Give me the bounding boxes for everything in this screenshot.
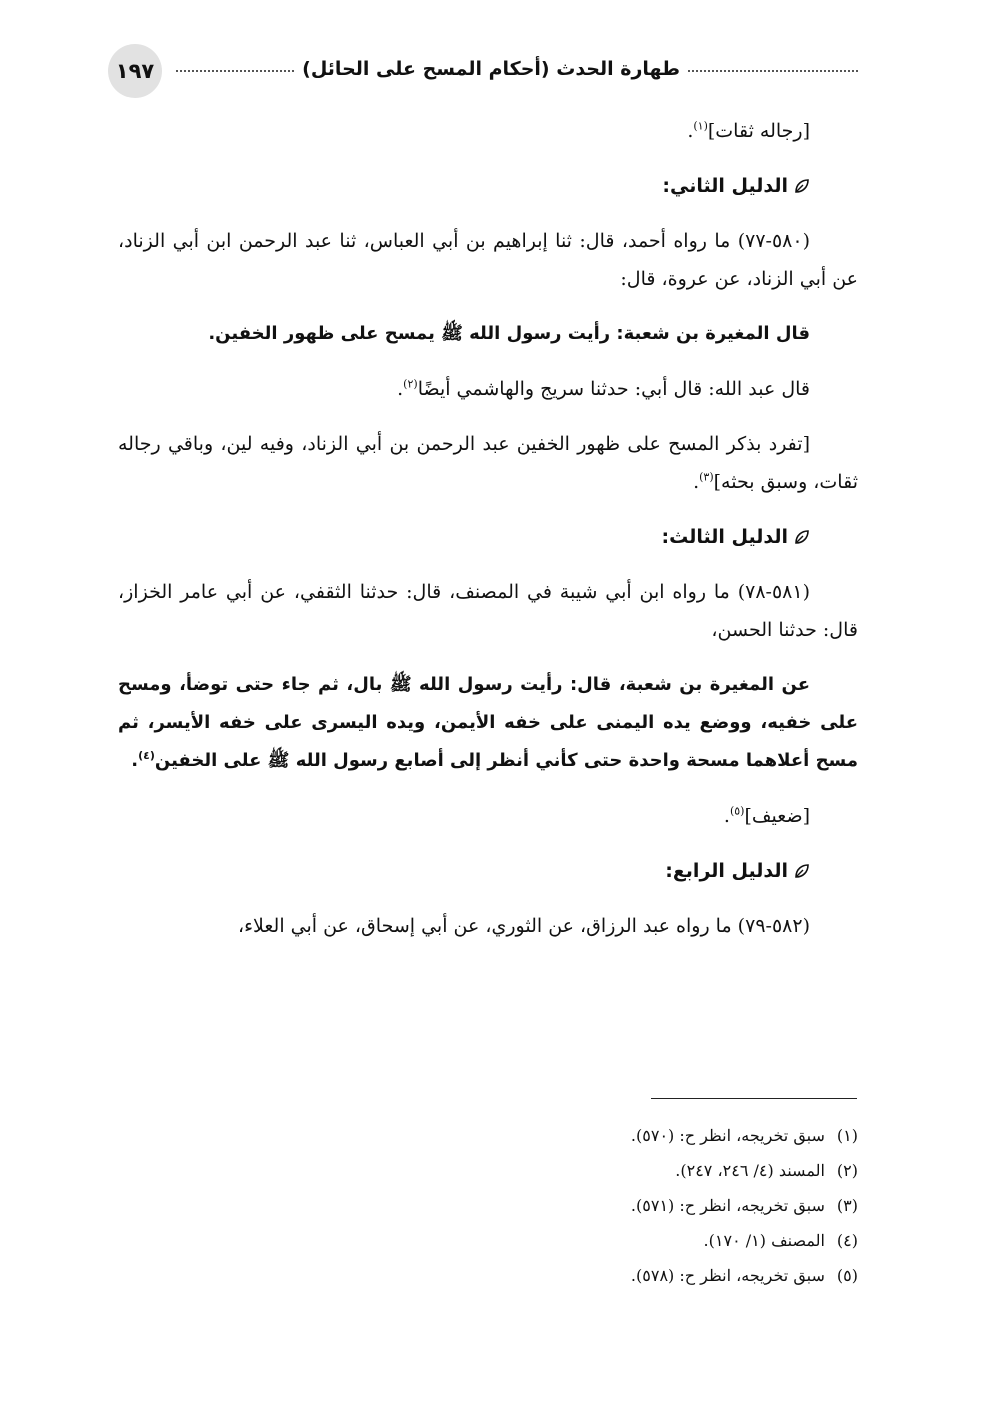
footnote-item: (١)سبق تخريجه، انظر ح: (٥٧٠). [630, 1126, 858, 1145]
footnote-item: (٣)سبق تخريجه، انظر ح: (٥٧١). [630, 1196, 858, 1215]
leaf-ornament-icon [794, 178, 810, 194]
footnotes [400, 1118, 858, 1293]
paragraph: (٥٨١-٧٨) ما رواه ابن أبي شيبة في المصنف، قال: حدثنا الثقفي، عن أبي عامر الخزاز، قال: حدثنا الحسن، [118, 581, 858, 641]
paragraph: (٥٨٢-٧٩) ما رواه عبد الرزاق، عن الثوري، عن أبي إسحاق، عن أبي العلاء، [237, 915, 810, 937]
section-heading: الدليل الثالث: [118, 518, 858, 556]
paragraph: [تفرد بذكر المسح على ظهور الخفين عبد الرحمن بن أبي الزناد، وفيه لين، وباقي رجاله ثقات، وسبق بحثه]$^{(٣)}$. [118, 433, 858, 493]
paragraph: [رجاله ثقات]$^{(١)}$. [687, 119, 810, 142]
page-body [118, 112, 858, 962]
page-header [108, 44, 858, 98]
footnote-item: (٥)سبق تخريجه، انظر ح: (٥٧٨). [630, 1266, 858, 1285]
footnote-ref: (٣) [699, 470, 714, 484]
running-title: طهارة الحدث (أحكام المسح على الحائل) [294, 58, 688, 80]
footnote-item: (٢)المسند (٤/ ٢٤٦، ٢٤٧). [675, 1161, 858, 1180]
footnote-ref: (٢) [403, 377, 418, 391]
leaf-ornament-icon [794, 863, 810, 879]
footnote-ref: (٥) [729, 804, 745, 818]
footnote-ref: (١) [693, 119, 708, 133]
footnote-ref: (٤) [138, 749, 155, 762]
hadith-text: قال المغيرة بن شعبة: رأيت رسول الله ﷺ يمسح على ظهور الخفين. [208, 323, 810, 344]
hadith-text: عن المغيرة بن شعبة، قال: رأيت رسول الله ﷺ بال، ثم جاء حتى توضأ، ومسح على خفيه، ووضع يده اليمنى على خفه الأيمن، ويده اليسرى على خفه الأيسر، ثم مسح أعلاهما مسحة واحدة حتى كأني أنظر إلى أصابع رسول الله ﷺ على الخفين$^{(٤)}$. [118, 674, 858, 771]
page-number: ١٩٧ [108, 44, 162, 98]
footnote-separator [651, 1098, 857, 1099]
leaf-ornament-icon [794, 529, 810, 545]
footnote-item: (٤)المصنف (١/ ١٧٠). [703, 1231, 858, 1250]
section-heading: الدليل الثاني: [118, 167, 858, 205]
paragraph: (٥٨٠-٧٧) ما رواه أحمد، قال: ثنا إبراهيم بن أبي العباس، ثنا عبد الرحمن ابن أبي الزناد، عن أبي الزناد، عن عروة، قال: [118, 230, 858, 290]
section-heading: الدليل الرابع: [118, 852, 858, 890]
paragraph: [ضعيف]$^{(٥)}$. [723, 804, 810, 827]
paragraph: قال عبد الله: قال أبي: حدثنا سريج والهاشمي أيضًا$^{(٢)}$. [397, 377, 810, 400]
